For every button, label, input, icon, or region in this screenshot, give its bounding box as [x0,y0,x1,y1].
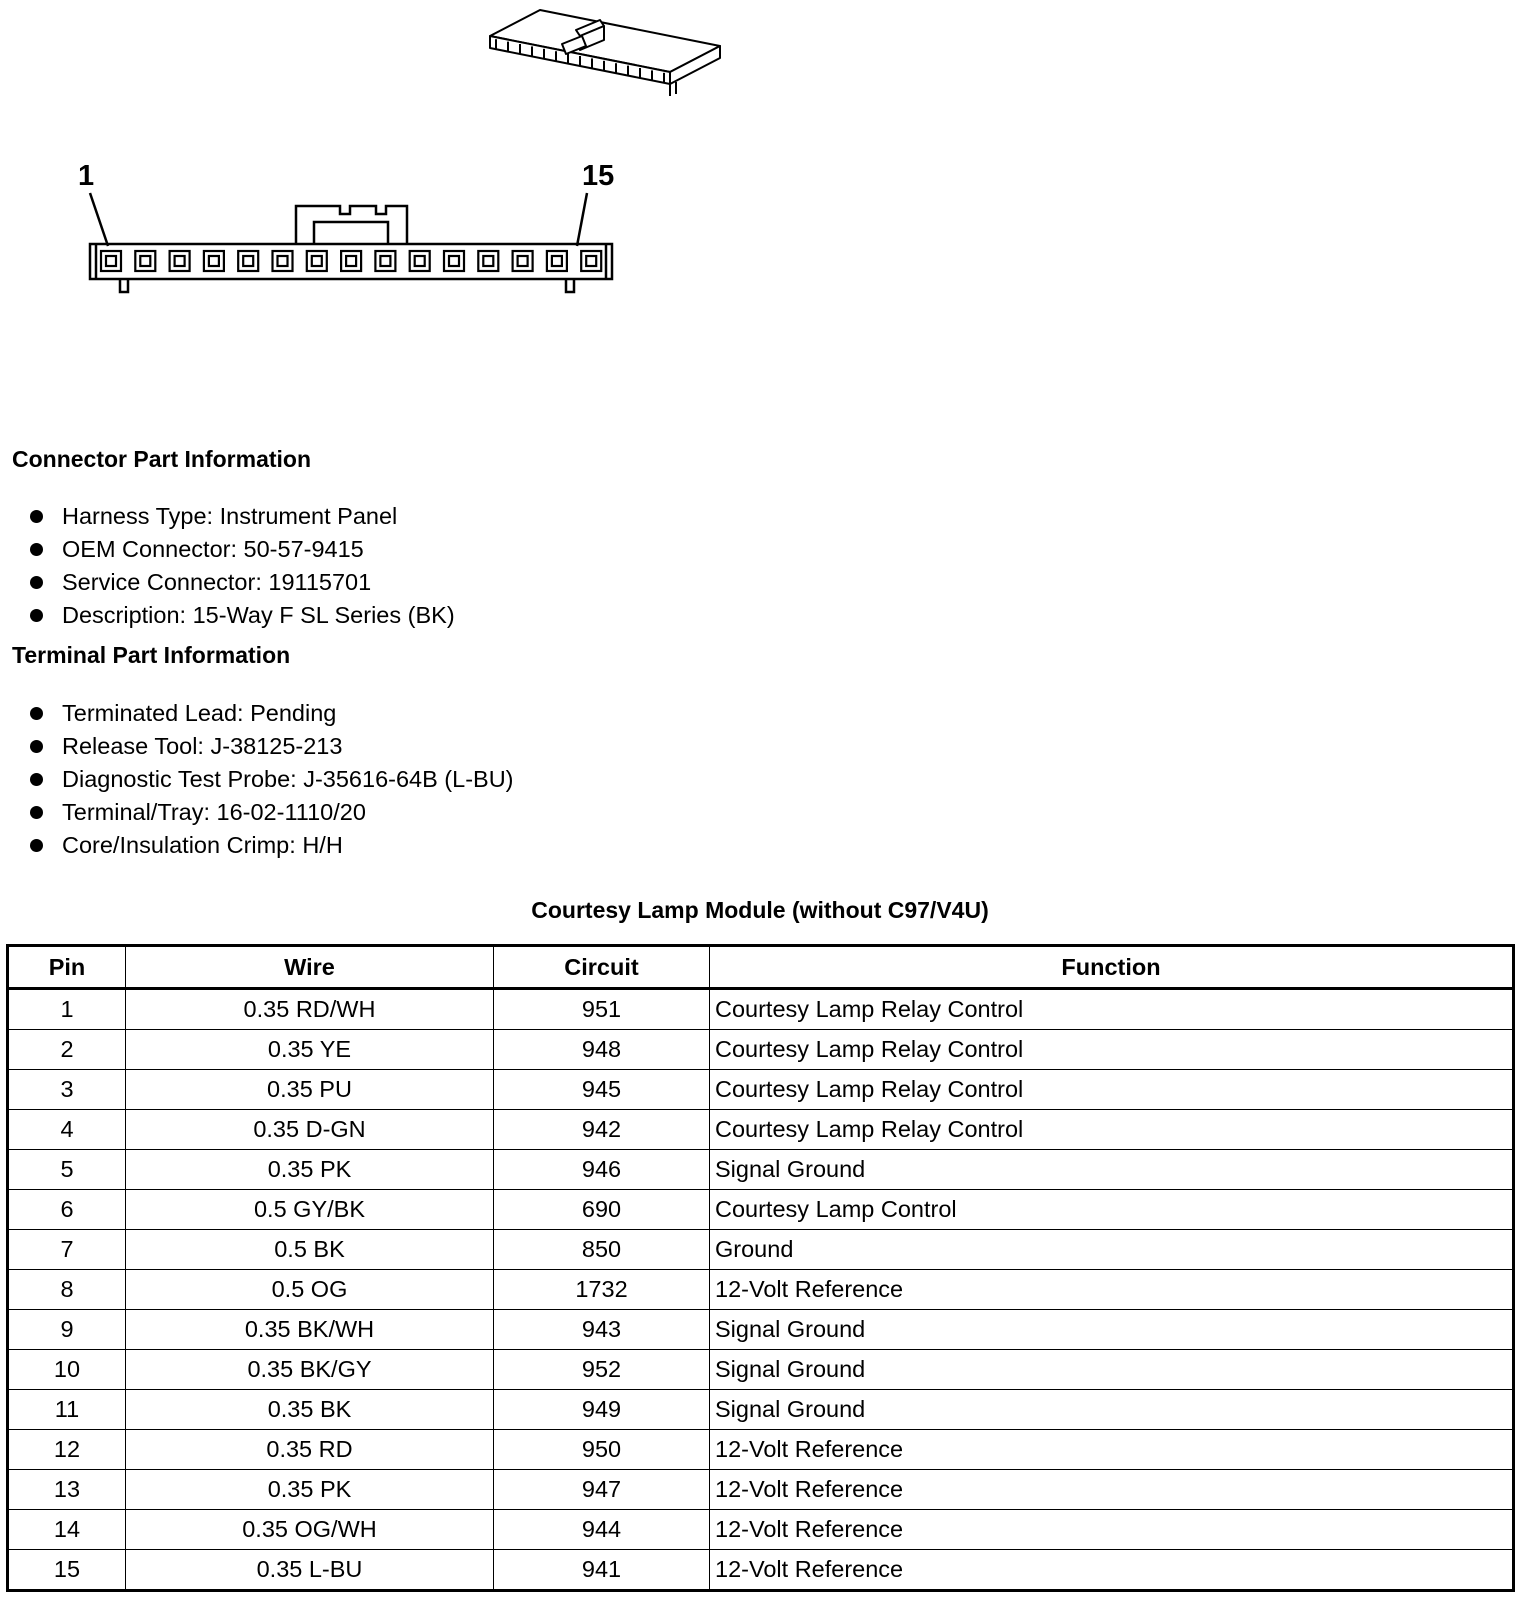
table-row [8,1550,1514,1591]
circuit-cell: 944 [494,1510,710,1550]
header-circuit: Circuit [494,946,710,989]
function-cell: 12-Volt Reference [710,1550,1514,1591]
circuit-cell: 951 [494,989,710,1030]
pin-terminal-9 [380,256,390,266]
connector-isometric-illustration [480,0,740,120]
pin-cell: 6 [8,1190,126,1230]
header-function: Function [710,946,1514,989]
pin-1-callout: 1 [78,160,95,192]
table-row [8,1350,1514,1390]
function-cell: Courtesy Lamp Relay Control [710,1110,1514,1150]
list-item: Core/Insulation Crimp: H/H [28,829,514,862]
wire-cell: 0.35 OG/WH [126,1510,494,1550]
function-cell: Signal Ground [710,1390,1514,1430]
list-item: Terminal/Tray: 16-02-1110/20 [28,796,514,829]
list-item: Terminated Lead: Pending [28,697,514,730]
pin-15-callout: 15 [582,160,615,192]
table-row [8,1310,1514,1350]
circuit-cell: 1732 [494,1270,710,1310]
pin-terminal-4 [209,256,219,266]
circuit-cell: 947 [494,1470,710,1510]
pin-cell: 2 [8,1030,126,1070]
pin-cell: 10 [8,1350,126,1390]
wire-cell: 0.35 L-BU [126,1550,494,1591]
list-item: OEM Connector: 50-57-9415 [28,533,455,566]
wire-cell: 0.35 PK [126,1150,494,1190]
circuit-cell: 943 [494,1310,710,1350]
function-cell: Signal Ground [710,1310,1514,1350]
list-item: Release Tool: J-38125-213 [28,730,514,763]
circuit-cell: 941 [494,1550,710,1591]
function-cell: Signal Ground [710,1150,1514,1190]
pin-cell: 13 [8,1470,126,1510]
header-wire: Wire [126,946,494,989]
pin-cell: 3 [8,1070,126,1110]
terminal-part-info-heading: Terminal Part Information [12,642,291,668]
pin-terminal-11 [449,256,459,266]
pinout-table [6,944,1515,1592]
table-row [8,1510,1514,1550]
wire-cell: 0.35 PK [126,1470,494,1510]
pin-terminal-2 [140,256,150,266]
pin-terminal-1 [106,256,116,266]
pin-terminal-12 [483,256,493,266]
function-cell: 12-Volt Reference [710,1430,1514,1470]
wire-cell: 0.35 RD [126,1430,494,1470]
table-row [8,1230,1514,1270]
pin-terminal-8 [346,256,356,266]
pin-terminal-14 [552,256,562,266]
pin-cell: 14 [8,1510,126,1550]
pin-cell: 4 [8,1110,126,1150]
circuit-cell: 850 [494,1230,710,1270]
table-row [8,1190,1514,1230]
table-row [8,1110,1514,1150]
wire-cell: 0.5 GY/BK [126,1190,494,1230]
pin-cell: 8 [8,1270,126,1310]
connector-part-info-heading: Connector Part Information [12,446,312,472]
header-pin: Pin [8,946,126,989]
wire-cell: 0.35 PU [126,1070,494,1110]
list-item: Harness Type: Instrument Panel [28,500,455,533]
pin-terminal-6 [278,256,288,266]
table-row [8,989,1514,1030]
wire-cell: 0.5 OG [126,1270,494,1310]
pin-cell: 5 [8,1150,126,1190]
pin-cell: 11 [8,1390,126,1430]
function-cell: 12-Volt Reference [710,1470,1514,1510]
function-cell: Courtesy Lamp Relay Control [710,989,1514,1030]
pin-terminal-5 [243,256,253,266]
circuit-cell: 690 [494,1190,710,1230]
pin-terminal-7 [312,256,322,266]
connector-part-info-list [28,500,455,632]
list-item: Description: 15-Way F SL Series (BK) [28,599,455,632]
circuit-cell: 952 [494,1350,710,1390]
function-cell: Courtesy Lamp Relay Control [710,1030,1514,1070]
pin-terminal-15 [586,256,596,266]
function-cell: Signal Ground [710,1350,1514,1390]
pin-cell: 7 [8,1230,126,1270]
circuit-cell: 945 [494,1070,710,1110]
table-header-row [8,946,1514,989]
wire-cell: 0.35 RD/WH [126,989,494,1030]
function-cell: Ground [710,1230,1514,1270]
pin-terminal-3 [175,256,185,266]
connector-face-diagram [80,160,640,300]
list-item: Service Connector: 19115701 [28,566,455,599]
terminal-part-info-list [28,697,514,862]
circuit-cell: 950 [494,1430,710,1470]
function-cell: 12-Volt Reference [710,1270,1514,1310]
pin-cell: 15 [8,1550,126,1591]
pin-terminal-13 [518,256,528,266]
table-row [8,1430,1514,1470]
table-row [8,1270,1514,1310]
circuit-cell: 949 [494,1390,710,1430]
wire-cell: 0.35 BK/WH [126,1310,494,1350]
function-cell: Courtesy Lamp Relay Control [710,1070,1514,1110]
pin-terminal-10 [415,256,425,266]
function-cell: Courtesy Lamp Control [710,1190,1514,1230]
wire-cell: 0.35 YE [126,1030,494,1070]
circuit-cell: 942 [494,1110,710,1150]
wire-cell: 0.35 BK/GY [126,1350,494,1390]
wire-cell: 0.5 BK [126,1230,494,1270]
pin-cell: 1 [8,989,126,1030]
circuit-cell: 946 [494,1150,710,1190]
table-row [8,1390,1514,1430]
table-row [8,1030,1514,1070]
wire-cell: 0.35 BK [126,1390,494,1430]
wire-cell: 0.35 D-GN [126,1110,494,1150]
pinout-table-title: Courtesy Lamp Module (without C97/V4U) [531,897,989,923]
pin-cell: 12 [8,1430,126,1470]
function-cell: 12-Volt Reference [710,1510,1514,1550]
table-row [8,1150,1514,1190]
table-row [8,1470,1514,1510]
pin-cell: 9 [8,1310,126,1350]
table-row [8,1070,1514,1110]
circuit-cell: 948 [494,1030,710,1070]
connector-face-svg [80,160,640,300]
list-item: Diagnostic Test Probe: J-35616-64B (L-BU) [28,763,514,796]
